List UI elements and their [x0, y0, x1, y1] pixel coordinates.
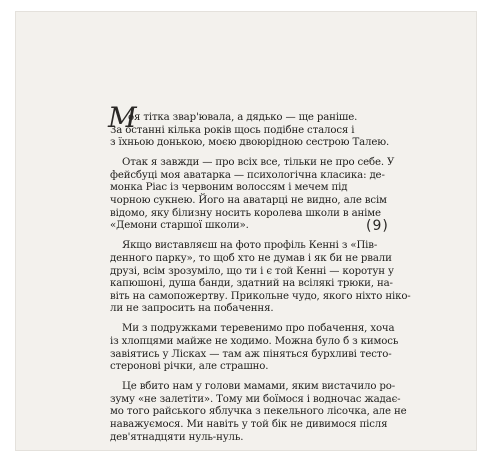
text-line: монка Ріас із червоним волоссям і мечем під: [110, 182, 348, 194]
page-number: (9): [366, 218, 389, 234]
text-line: відомо, яку білизну носить королева школи в аніме: [110, 207, 381, 219]
text-line: Отак я завжди — про всіх все, тільки не про себе. У: [122, 157, 395, 169]
text-line: фейсбуці моя аватарка — психологічна класика: де-: [110, 169, 385, 181]
text-line: оя тітка звар'ювала, а дядько — ще раніше.: [128, 112, 358, 123]
paragraph-1: [110, 112, 388, 150]
text-line: наважуємося. Ми навіть у той бік не дивимося після: [110, 419, 388, 431]
text-line: Якщо виставляєш на фото профіль Кенні з «Пів-: [122, 240, 378, 252]
text-line: «Демони старшої школи».: [110, 220, 249, 232]
text-line: віть на самопожертву. Прикольне чудо, якого ніхто ніко-: [110, 290, 411, 302]
text-line: Це вбито нам у голови мамами, яким вистачило ро-: [122, 381, 396, 393]
text-line: денного парку», то щоб хто не думав і як би не рвали: [110, 252, 392, 264]
text-line: завіятись у Лісках — там аж піняться бурхливі тесто-: [110, 348, 392, 360]
text-line: дев'ятнадцяти нуль-нуль.: [110, 431, 244, 443]
body-text: [108, 101, 411, 452]
paragraph-2: [110, 157, 395, 233]
text-line: За останні кілька років щось подібне сталося і: [110, 124, 355, 136]
paragraph-3: [110, 240, 411, 316]
text-line: Ми з подружками теревенимо про побачення, хоча: [122, 323, 395, 335]
text-line: стеронові річки, але страшно.: [110, 361, 269, 373]
drop-cap: М: [108, 101, 137, 134]
text-line: зуму «не залетіти». Тому ми боїмося і водночас жадає-: [110, 393, 401, 405]
text-line: чорною сукнею. Його на аватарці не видно, але всім: [110, 195, 387, 207]
paragraph-5: [110, 381, 407, 444]
text-line: капюшоні, душа банди, здатний на всілякі трюки, на-: [110, 278, 393, 290]
text-line: з їхньою донькою, моєю двоюрідною сестрою Талею.: [110, 137, 390, 149]
paragraph-4: [110, 323, 399, 373]
book-page: [16, 12, 476, 450]
text-line: мо того райського яблучка з пекельного лісочка, але не: [110, 406, 407, 418]
text-line: ли не запросить на побачення.: [110, 303, 274, 315]
text-line: друзі, всім зрозуміло, що ти і є той Кенні — коротун у: [110, 265, 394, 277]
text-line: із хлопцями майже не ходимо. Можна було б з кимось: [110, 336, 399, 347]
